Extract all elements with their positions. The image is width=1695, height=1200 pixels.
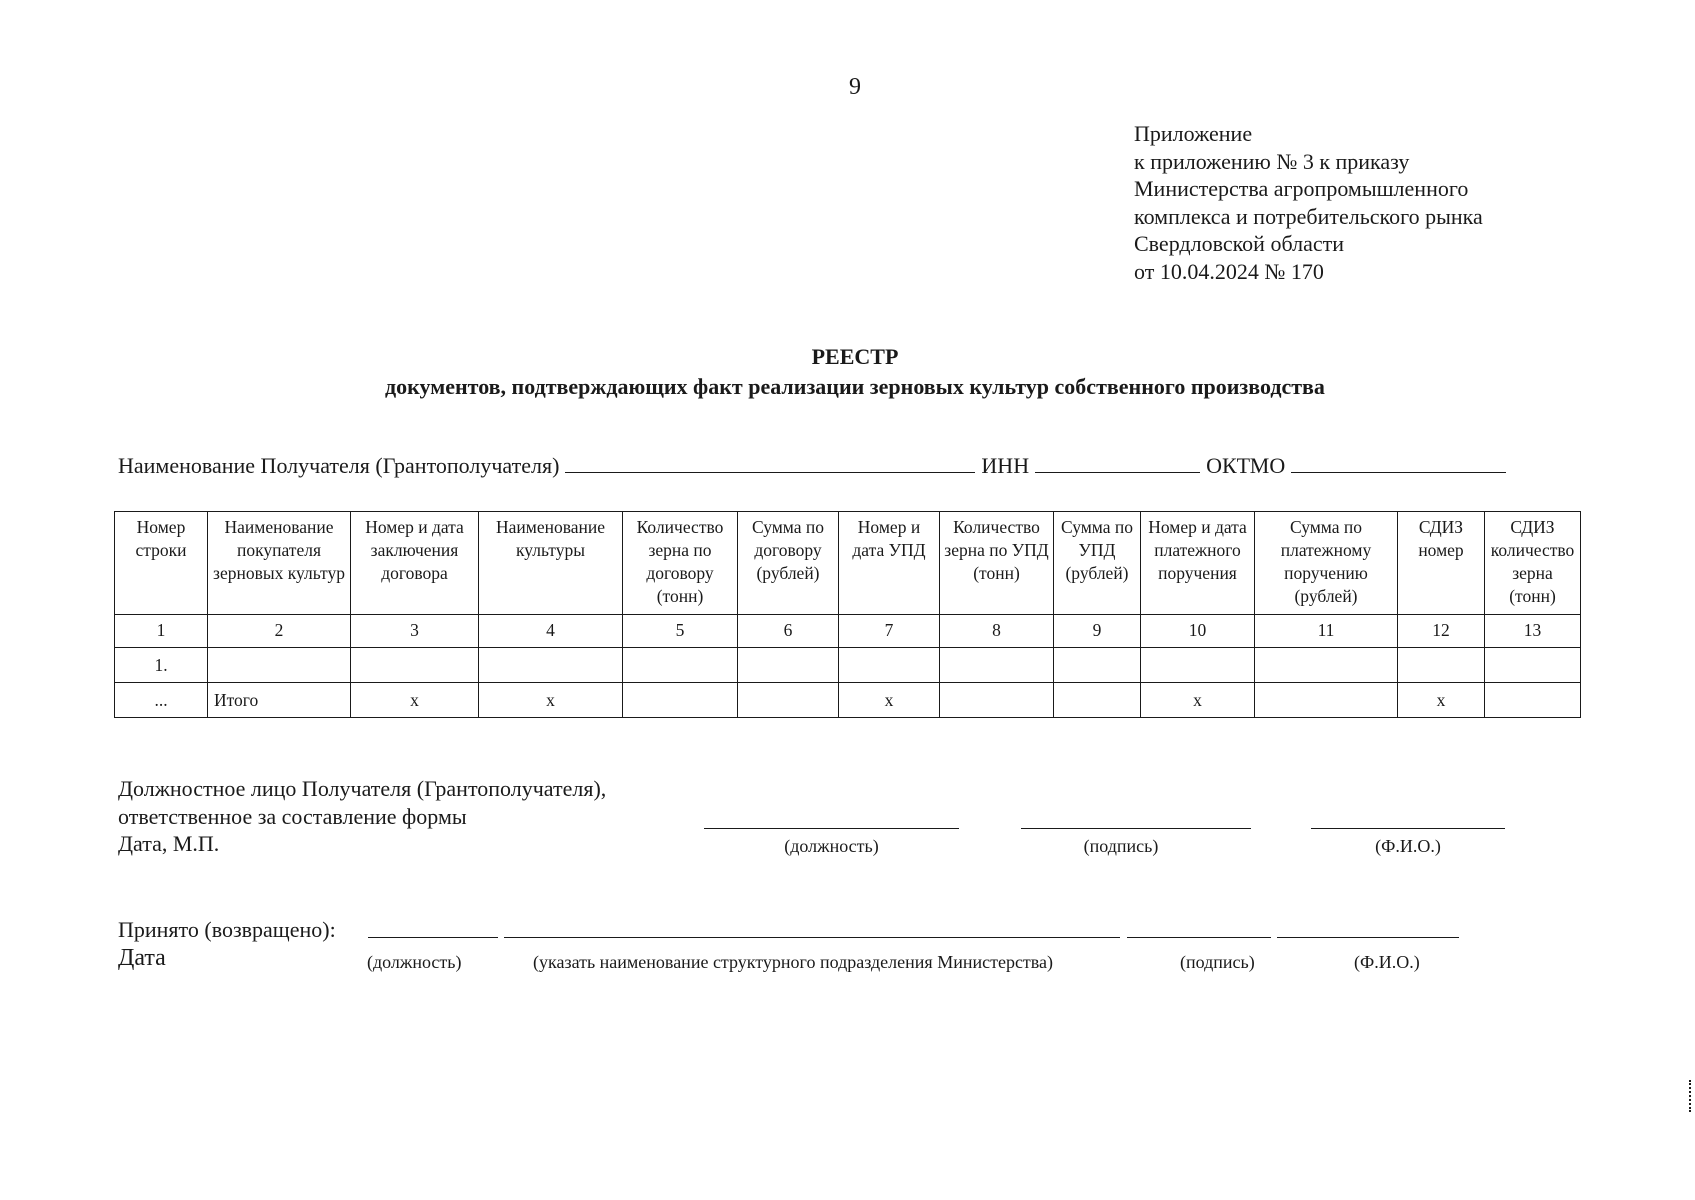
column-header: СДИЗ количество зерна (тонн) (1485, 512, 1581, 615)
official-line: ответственное за составление формы (118, 803, 467, 829)
column-number: 10 (1141, 615, 1255, 648)
acceptance-date-label: Дата (118, 945, 166, 971)
table-cell: х (1398, 683, 1485, 718)
table-cell[interactable] (479, 648, 623, 683)
table-cell[interactable] (1054, 648, 1141, 683)
acceptance-department-label: (указать наименование структурного подразделения Министерства) (533, 952, 1054, 972)
table-cell[interactable] (1054, 683, 1141, 718)
acceptance-label: Принято (возвращено): (118, 917, 336, 942)
column-number: 4 (479, 615, 623, 648)
appendix-line: от 10.04.2024 № 170 (1134, 258, 1324, 284)
column-header: Наименование культуры (479, 512, 623, 615)
column-header: Сумма по УПД (рублей) (1054, 512, 1141, 615)
column-header: Номер строки (115, 512, 208, 615)
page-number: 9 (849, 74, 861, 100)
inn-field[interactable] (1035, 454, 1200, 473)
column-header: Наименование покупателя зерновых культур (208, 512, 351, 615)
official-position-field[interactable] (704, 828, 959, 829)
recipient-name-label: Наименование Получателя (Грантополучателя) (118, 453, 560, 478)
table-cell-total-label: Итого (208, 683, 351, 718)
registry-table (114, 511, 1581, 718)
title-subtitle: документов, подтверждающих факт реализации зерновых культур собственного производства (385, 374, 1325, 399)
acceptance-position-label: (должность) (367, 952, 462, 972)
column-number: 6 (738, 615, 839, 648)
table-cell[interactable] (738, 648, 839, 683)
official-line: Должностное лицо Получателя (Грантополучателя), (118, 776, 607, 801)
table-cell: ... (115, 683, 208, 718)
table-cell[interactable] (839, 648, 940, 683)
table-cell[interactable] (1485, 683, 1581, 718)
table-row (115, 648, 1581, 683)
column-number: 1 (115, 615, 208, 648)
table-cell: 1. (115, 648, 208, 683)
column-number: 5 (623, 615, 738, 648)
recipient-line (118, 453, 1578, 479)
column-header: Сумма по платежному поручению (рублей) (1255, 512, 1398, 615)
official-name-label: (Ф.И.О.) (1375, 836, 1441, 856)
column-header: Сумма по договору (рублей) (738, 512, 839, 615)
table-cell[interactable] (940, 683, 1054, 718)
table-cell: х (839, 683, 940, 718)
table-cell: х (1141, 683, 1255, 718)
column-header: Номер и дата заключения договора (351, 512, 479, 615)
column-number: 3 (351, 615, 479, 648)
column-number: 8 (940, 615, 1054, 648)
document-title (0, 342, 1695, 402)
table-cell[interactable] (738, 683, 839, 718)
column-header: СДИЗ номер (1398, 512, 1485, 615)
column-number-row (115, 615, 1581, 648)
recipient-name-field[interactable] (565, 454, 975, 473)
official-block (118, 775, 606, 858)
acceptance-name-field[interactable] (1277, 937, 1459, 938)
table-cell[interactable] (351, 648, 479, 683)
acceptance-department-field[interactable] (504, 937, 1120, 938)
official-line: Дата, М.П. (118, 831, 220, 856)
table-cell[interactable] (940, 648, 1054, 683)
appendix-block (1134, 120, 1483, 285)
official-name-field[interactable] (1311, 828, 1505, 829)
table-header-row (115, 512, 1581, 615)
column-header: Количество зерна по договору (тонн) (623, 512, 738, 615)
official-signature-label: (подпись) (1083, 836, 1159, 856)
table-cell[interactable] (1398, 648, 1485, 683)
official-position-label: (должность) (784, 836, 879, 856)
table-cell[interactable] (623, 648, 738, 683)
oktmo-field[interactable] (1291, 454, 1506, 473)
column-number: 11 (1255, 615, 1398, 648)
appendix-line: комплекса и потребительского рынка (1134, 203, 1483, 229)
table-cell: х (351, 683, 479, 718)
column-header: Номер и дата УПД (839, 512, 940, 615)
title-main: РЕЕСТР (811, 344, 899, 369)
table-cell[interactable] (1255, 683, 1398, 718)
acceptance-position-field[interactable] (368, 937, 498, 938)
scan-edge-mark (1689, 1080, 1694, 1112)
table-cell[interactable] (1255, 648, 1398, 683)
column-header: Количество зерна по УПД (тонн) (940, 512, 1054, 615)
table-cell[interactable] (1141, 648, 1255, 683)
appendix-line: Свердловской области (1134, 231, 1344, 256)
table-cell[interactable] (208, 648, 351, 683)
column-number: 9 (1054, 615, 1141, 648)
column-number: 12 (1398, 615, 1485, 648)
oktmo-label: ОКТМО (1206, 453, 1286, 478)
appendix-line: Приложение (1134, 121, 1253, 146)
table-cell[interactable] (623, 683, 738, 718)
inn-label: ИНН (981, 453, 1030, 478)
acceptance-signature-label: (подпись) (1180, 952, 1255, 972)
column-number: 2 (208, 615, 351, 648)
table-cell: х (479, 683, 623, 718)
appendix-line: Министерства агропромышленного (1134, 176, 1469, 201)
column-number: 7 (839, 615, 940, 648)
column-number: 13 (1485, 615, 1581, 648)
acceptance-signature-field[interactable] (1127, 937, 1271, 938)
column-header: Номер и дата платежного поручения (1141, 512, 1255, 615)
table-cell[interactable] (1485, 648, 1581, 683)
acceptance-name-label: (Ф.И.О.) (1354, 952, 1420, 972)
official-signature-field[interactable] (1021, 828, 1251, 829)
appendix-line: к приложению № 3 к приказу (1134, 148, 1410, 174)
table-row-total (115, 683, 1581, 718)
